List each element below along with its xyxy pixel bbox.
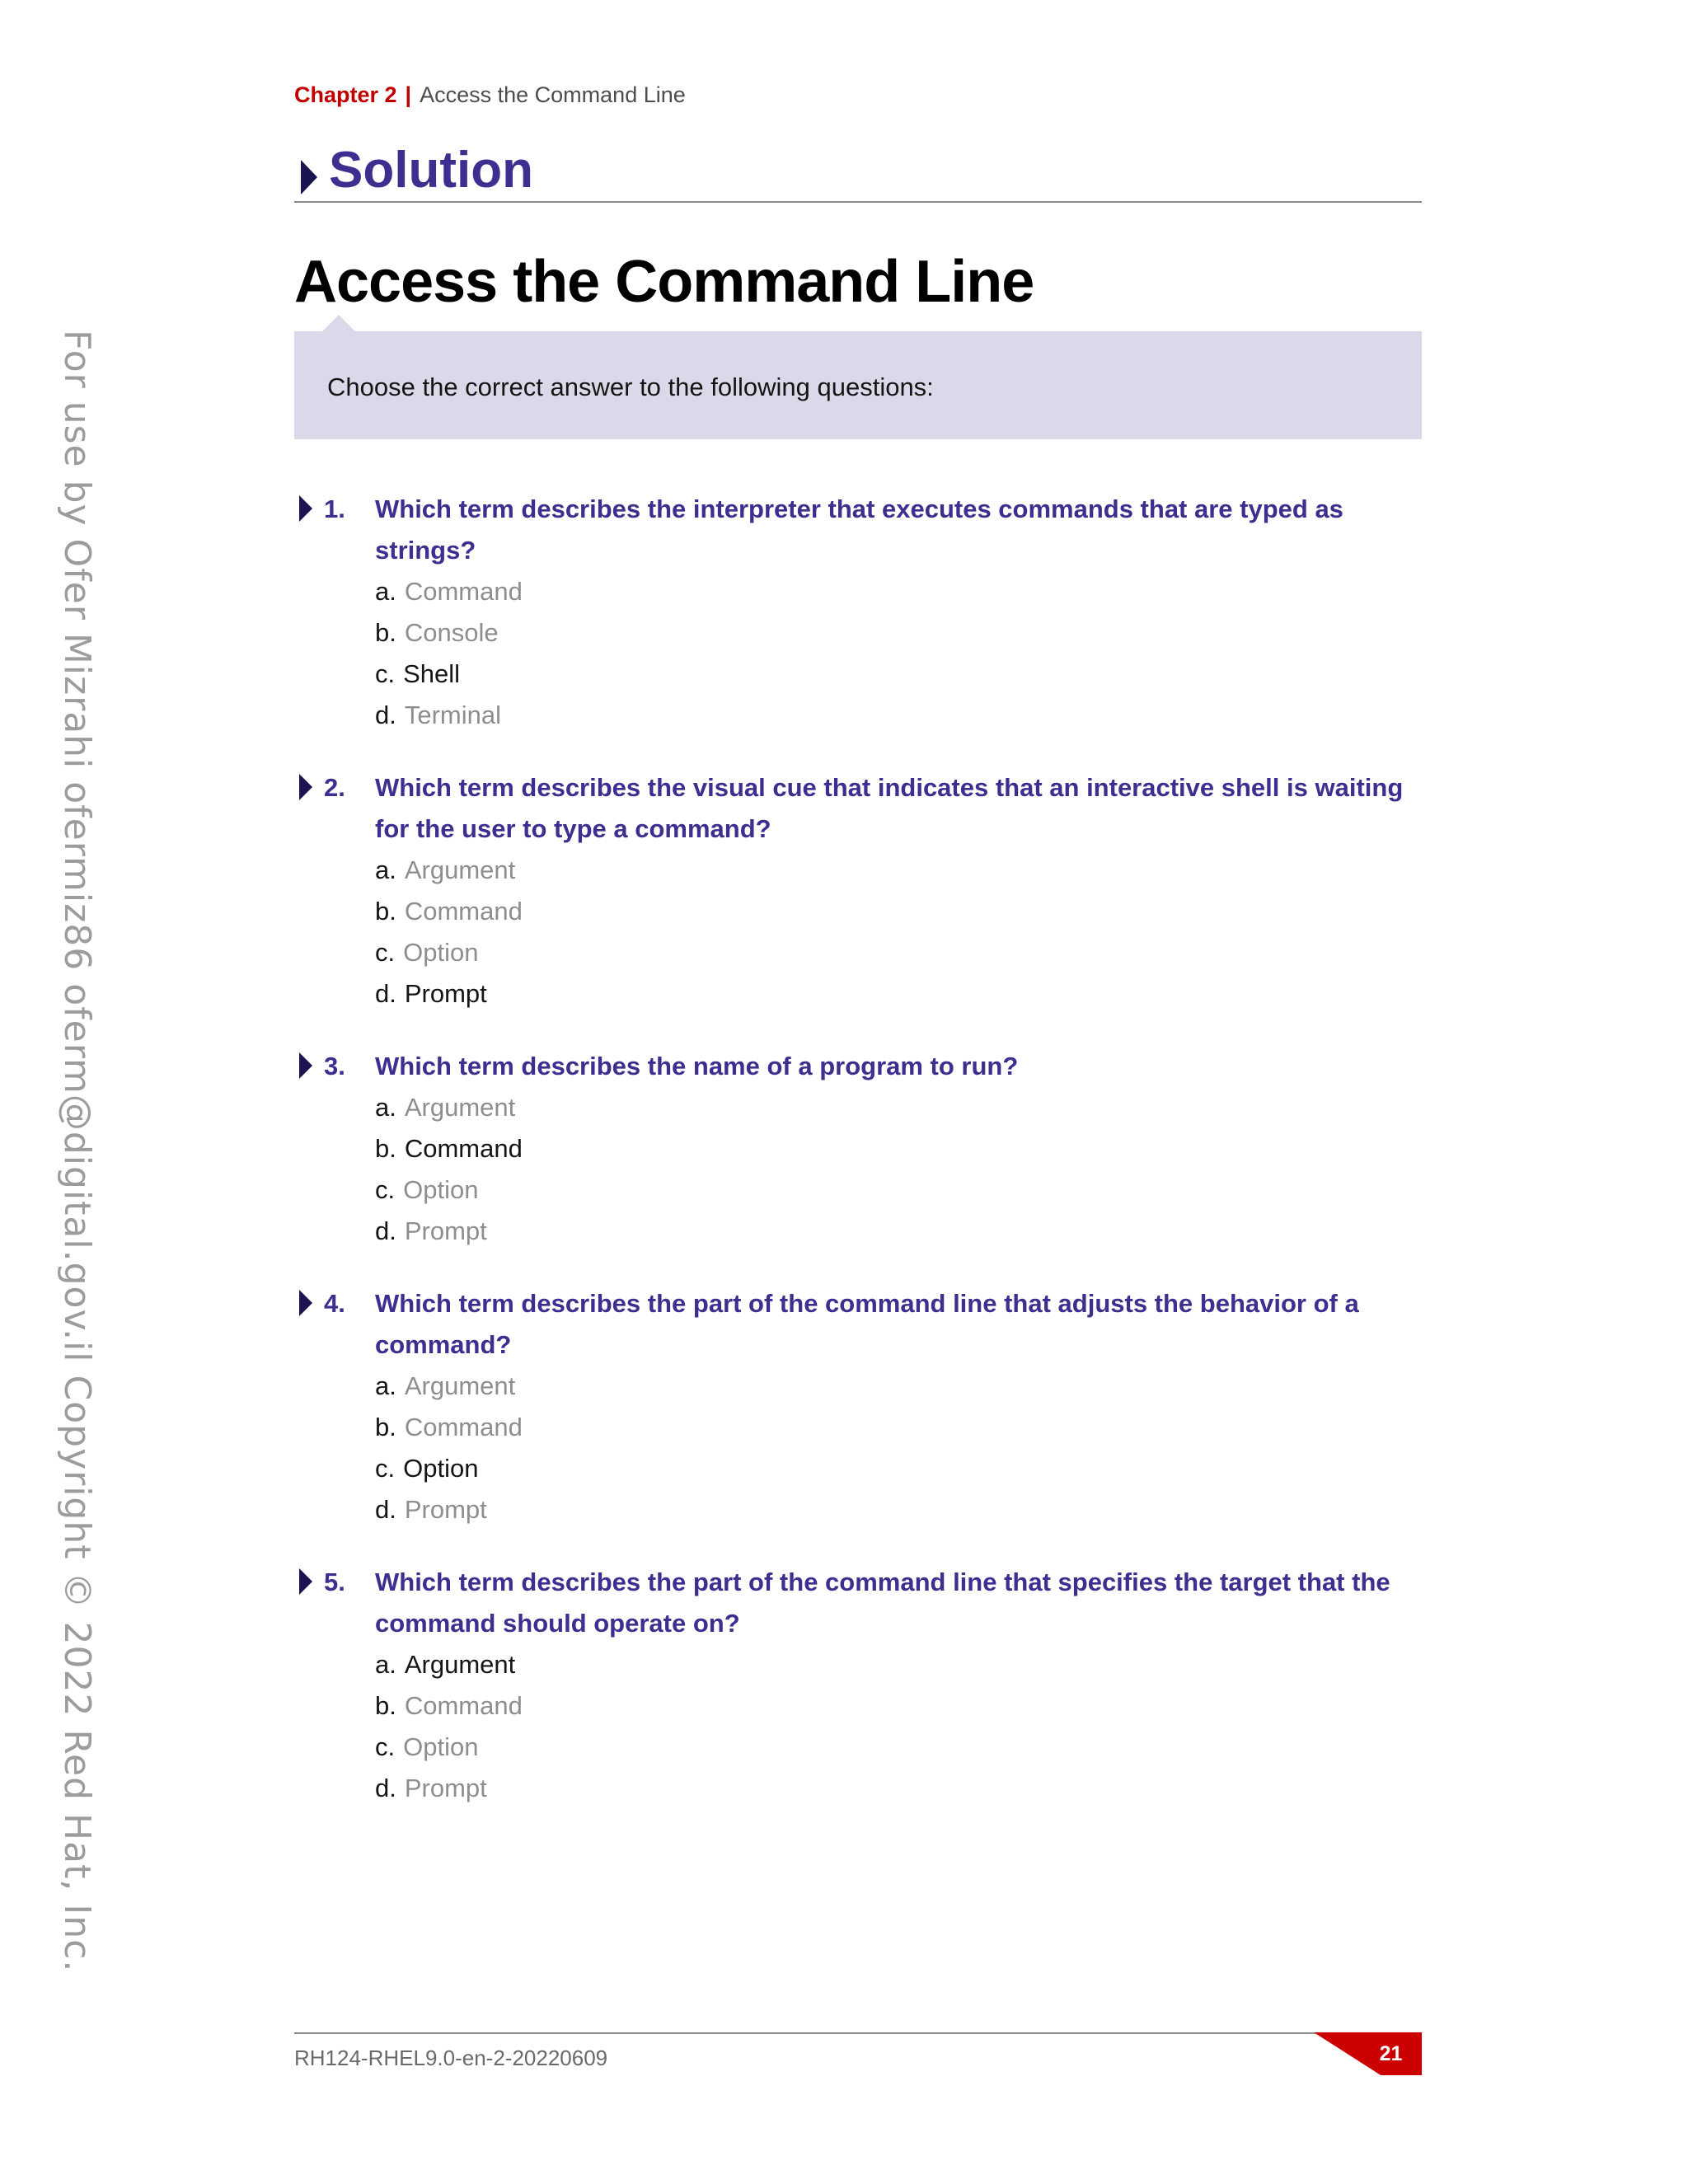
option-text: Option <box>403 1175 479 1204</box>
answer-options <box>375 1366 523 1530</box>
intro-box <box>294 331 1422 439</box>
answer-options <box>375 1087 523 1252</box>
triangle-icon <box>299 1290 312 1316</box>
option-a <box>375 1366 523 1407</box>
option-a <box>375 571 523 612</box>
option-letter: b. <box>375 1413 396 1441</box>
option-text: Console <box>404 618 499 647</box>
footer-divider <box>294 2032 1366 2034</box>
option-text: Prompt <box>404 1774 487 1802</box>
option-b <box>375 1128 523 1169</box>
page-number: 21 <box>1379 2042 1403 2065</box>
document-id: RH124-RHEL9.0-en-2-20220609 <box>294 2046 608 2070</box>
answer-options <box>375 850 523 1015</box>
option-c <box>375 1169 523 1211</box>
option-letter: b. <box>375 618 396 647</box>
option-letter: b. <box>375 1691 396 1720</box>
option-text: Argument <box>404 1371 516 1400</box>
option-a <box>375 1087 523 1128</box>
option-text: Argument <box>404 1650 516 1679</box>
option-text: Command <box>404 1413 523 1441</box>
option-text: Command <box>404 1691 523 1720</box>
option-letter: c. <box>375 1175 396 1204</box>
option-letter: d. <box>375 1774 396 1802</box>
option-letter: a. <box>375 1371 396 1400</box>
question-number: 1. <box>324 494 345 523</box>
option-d <box>375 1489 523 1530</box>
section-label: Access the Command Line <box>420 82 686 107</box>
option-letter: a. <box>375 577 396 606</box>
option-text: Prompt <box>404 979 487 1008</box>
question-text: Which term describes the part of the command line that specifies the target that the command should operate on? <box>375 1568 1390 1638</box>
option-text: Option <box>403 1732 479 1761</box>
answer-options <box>375 571 523 736</box>
option-letter: d. <box>375 979 396 1008</box>
intro-text: Choose the correct answer to the following questions: <box>327 373 934 401</box>
option-c <box>375 932 523 973</box>
option-text: Argument <box>404 855 516 884</box>
question-text: Which term describes the interpreter that executes commands that are typed as strings? <box>375 494 1343 565</box>
option-text: Prompt <box>404 1495 487 1524</box>
question-text: Which term describes the name of a program to run? <box>375 1052 1019 1080</box>
option-letter: d. <box>375 1216 396 1245</box>
page-title: Access the Command Line <box>294 249 1034 315</box>
option-letter: b. <box>375 1134 396 1163</box>
option-text: Command <box>404 1134 523 1163</box>
header-separator: | <box>405 82 412 107</box>
option-letter: c. <box>375 659 396 688</box>
triangle-icon <box>299 1568 312 1595</box>
question-number: 3. <box>324 1052 345 1080</box>
option-d <box>375 1211 523 1252</box>
chapter-label: Chapter 2 <box>294 82 397 107</box>
option-d <box>375 695 523 736</box>
triangle-icon <box>301 160 317 194</box>
running-header <box>294 82 686 108</box>
option-letter: b. <box>375 897 396 926</box>
option-text: Prompt <box>404 1216 487 1245</box>
triangle-icon <box>299 774 312 800</box>
option-text: Command <box>404 897 523 926</box>
option-letter: d. <box>375 1495 396 1524</box>
solution-heading <box>294 142 1422 203</box>
option-b <box>375 1685 523 1727</box>
option-letter: c. <box>375 1454 396 1483</box>
triangle-icon <box>299 495 312 522</box>
solution-label: Solution <box>329 142 533 199</box>
question-number: 2. <box>324 773 345 802</box>
option-b <box>375 891 523 932</box>
option-a <box>375 850 523 891</box>
question-text: Which term describes the part of the command line that adjusts the behavior of a command? <box>375 1289 1359 1359</box>
question-text: Which term describes the visual cue that indicates that an interactive shell is waiting for the user to type a command? <box>375 773 1404 843</box>
intro-notch <box>322 315 355 331</box>
option-b <box>375 612 523 654</box>
triangle-icon <box>299 1052 312 1079</box>
option-letter: a. <box>375 1093 396 1122</box>
question-number: 4. <box>324 1289 345 1318</box>
option-letter: a. <box>375 1650 396 1679</box>
option-d <box>375 1768 523 1809</box>
option-c <box>375 1727 523 1768</box>
question-number: 5. <box>324 1568 345 1596</box>
option-text: Shell <box>403 659 461 688</box>
copyright-watermark: For use by Ofer Mizrahi ofermiz86 oferm@digital.gov.il Copyright © 2022 Red Hat, Inc. <box>56 330 98 1973</box>
option-text: Terminal <box>404 701 502 729</box>
option-a <box>375 1644 523 1685</box>
option-c <box>375 1448 523 1489</box>
option-letter: d. <box>375 701 396 729</box>
option-text: Option <box>403 938 479 967</box>
option-text: Argument <box>404 1093 516 1122</box>
option-letter: c. <box>375 1732 396 1761</box>
option-c <box>375 654 523 695</box>
option-d <box>375 973 523 1015</box>
answer-options <box>375 1644 523 1809</box>
option-letter: c. <box>375 938 396 967</box>
option-text: Option <box>403 1454 479 1483</box>
option-letter: a. <box>375 855 396 884</box>
option-text: Command <box>404 577 523 606</box>
option-b <box>375 1407 523 1448</box>
